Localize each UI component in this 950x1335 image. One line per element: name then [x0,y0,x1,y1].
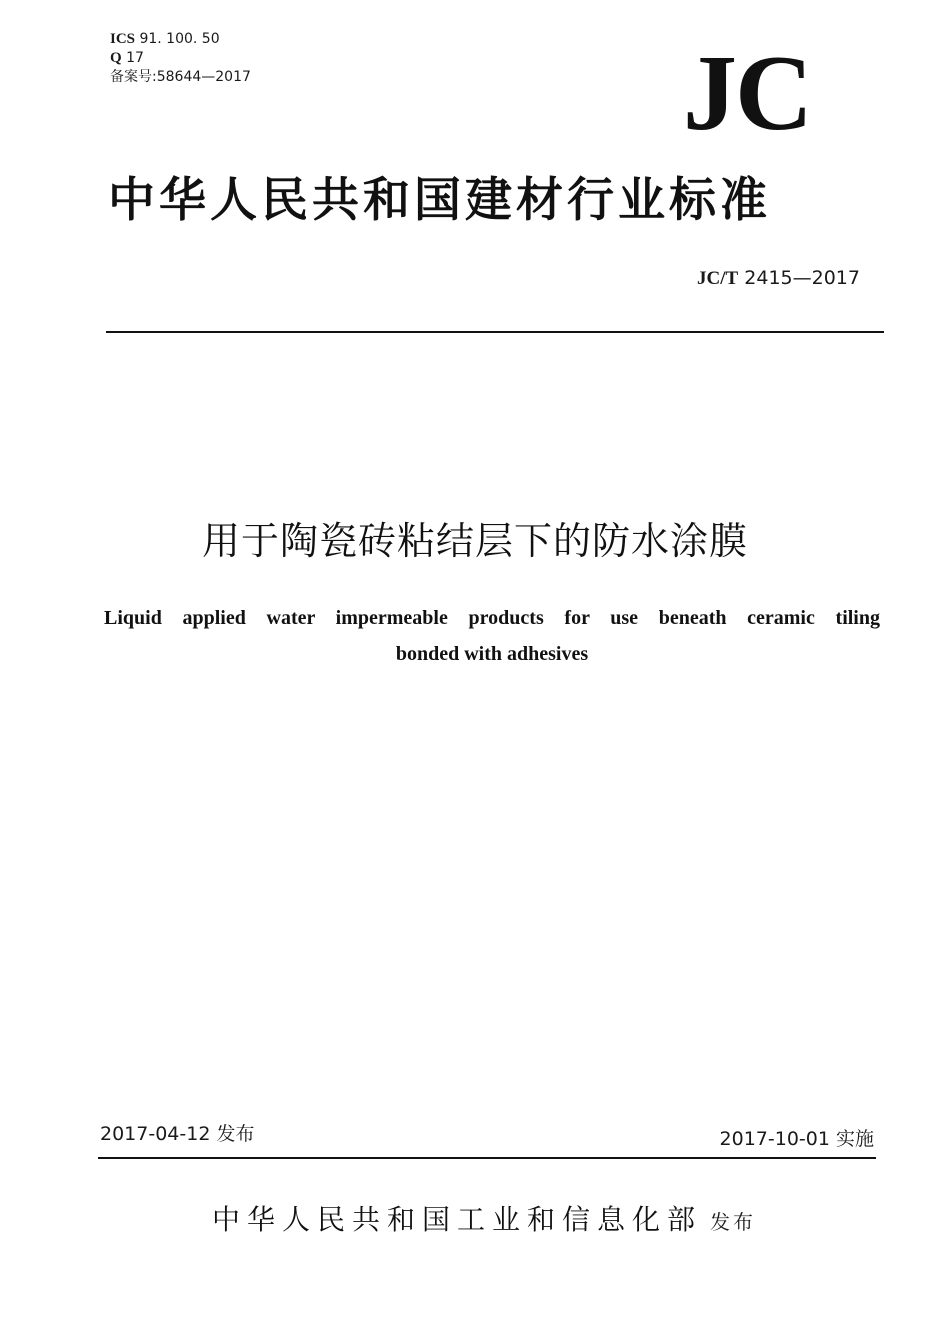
ics-value: 91. 100. 50 [139,31,220,47]
implement-date: 2017-10-01 实施 [719,1128,874,1150]
issuing-label: 发布 [710,1210,756,1234]
title-english-line1: Liquid applied water impermeable products for use beneath ceramic tiling [104,607,880,629]
standard-header: 中华人民共和国建材行业标准 [108,173,771,228]
filing-number: 备案号:58644—2017 [110,69,251,85]
bottom-divider [98,1157,876,1159]
standard-number [697,266,860,291]
document-metadata [110,30,251,87]
standard-year-number: 2415—2017 [744,267,860,289]
publish-date: 2017-04-12 发布 [100,1123,255,1145]
ics-code [110,30,251,49]
q-value: 17 [126,50,144,66]
top-divider [106,331,884,333]
title-english [104,600,880,672]
q-label: Q [110,50,122,66]
ics-label: ICS [110,31,136,47]
q-code [110,49,251,68]
title-chinese: 用于陶瓷砖粘结层下的防水涂膜 [201,519,748,563]
issuing-authority: 中华人民共和国工业和信息化部 [212,1203,703,1236]
title-english-line2: bonded with adhesives [395,643,589,665]
jc-logo: JC [683,34,811,153]
standard-code: JC/T [697,268,739,289]
